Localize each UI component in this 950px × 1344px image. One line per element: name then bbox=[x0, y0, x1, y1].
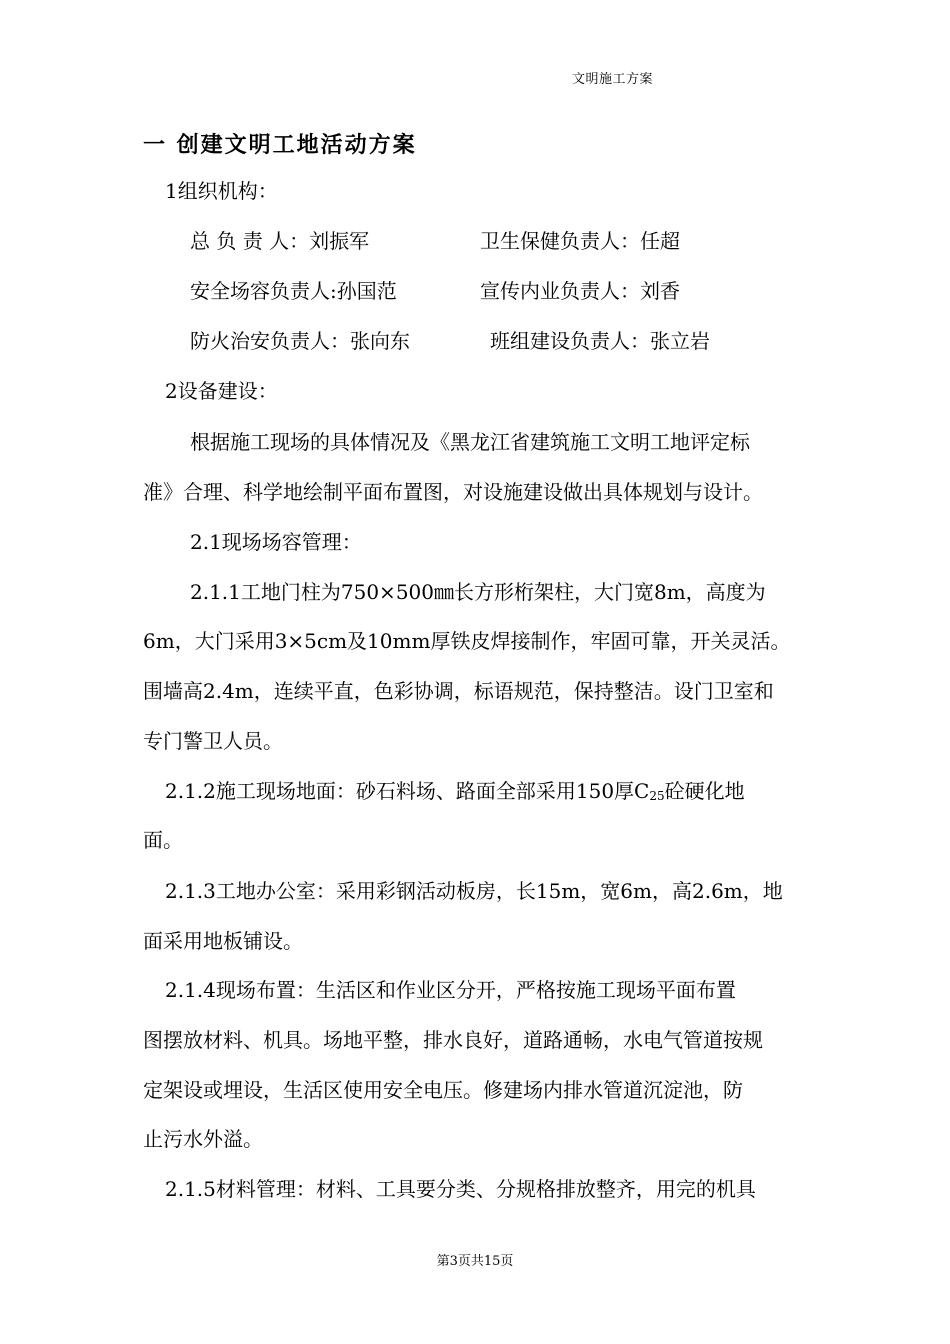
section-title: 一 创建文明工地活动方案 bbox=[143, 133, 417, 158]
org-row-1-right: 卫生保健负责人：任超 bbox=[480, 229, 680, 253]
org-row-3-left: 防火治安负责人：张向东 bbox=[190, 329, 410, 353]
paragraph-line: 2.1.4现场布置：生活区和作业区分开，严格按施工现场平面布置 bbox=[165, 978, 736, 1002]
paragraph-line: 围墙高2.4m，连续平直，色彩协调，标语规范，保持整洁。设门卫室和 bbox=[143, 679, 774, 703]
paragraph-line: 面。 bbox=[143, 828, 183, 852]
paragraph-line: 2.1.3工地办公室：采用彩钢活动板房，长15m，宽6m，高2.6m，地 bbox=[165, 879, 783, 903]
paragraph-line: 2.1.5材料管理：材料、工具要分类、分规格排放整齐，用完的机具 bbox=[165, 1177, 756, 1201]
paragraph-line: 面采用地板铺设。 bbox=[143, 929, 303, 953]
org-row-3-right: 班组建设负责人：张立岩 bbox=[490, 329, 710, 353]
paragraph-line: 6m，大门采用3×5cm及10mm厚铁皮焊接制作，牢固可靠，开关灵活。 bbox=[143, 629, 791, 653]
subsection-heading: 1组织机构： bbox=[165, 179, 278, 203]
page-footer: 第3页共15页 bbox=[436, 1254, 514, 1269]
paragraph-line: 定架设或埋设，生活区使用安全电压。修建场内排水管道沉淀池，防 bbox=[143, 1078, 743, 1102]
org-row-2-left: 安全场容负责人:孙国范 bbox=[190, 279, 397, 303]
org-row-1-left: 总 负 责 人：刘振军 bbox=[190, 229, 370, 253]
paragraph-line: 图摆放材料、机具。场地平整，排水良好，道路通畅，水电气管道按规 bbox=[143, 1028, 763, 1052]
text-segment: 2.1.2施工现场地面：砂石料场、路面全部采用150厚C bbox=[165, 779, 650, 803]
subsection-heading: 2.1现场场容管理： bbox=[190, 530, 362, 554]
paragraph-line: 专门警卫人员。 bbox=[143, 729, 283, 753]
text-segment: 砼硬化地 bbox=[664, 779, 745, 803]
paragraph-line bbox=[165, 779, 745, 808]
subscript: 25 bbox=[649, 789, 665, 803]
paragraph-line: 准》合理、科学地绘制平面布置图，对设施建设做出具体规划与设计。 bbox=[143, 480, 763, 504]
subsection-heading: 2设备建设： bbox=[165, 379, 278, 403]
org-row-2-right: 宣传内业负责人：刘香 bbox=[480, 279, 680, 303]
page-header: 文明施工方案 bbox=[572, 72, 654, 87]
paragraph-line: 2.1.1工地门柱为750×500㎜长方形桁架柱，大门宽8m，高度为 bbox=[190, 580, 766, 604]
paragraph-line: 根据施工现场的具体情况及《黑龙江省建筑施工文明工地评定标 bbox=[190, 430, 750, 454]
paragraph-line: 止污水外溢。 bbox=[143, 1127, 263, 1151]
